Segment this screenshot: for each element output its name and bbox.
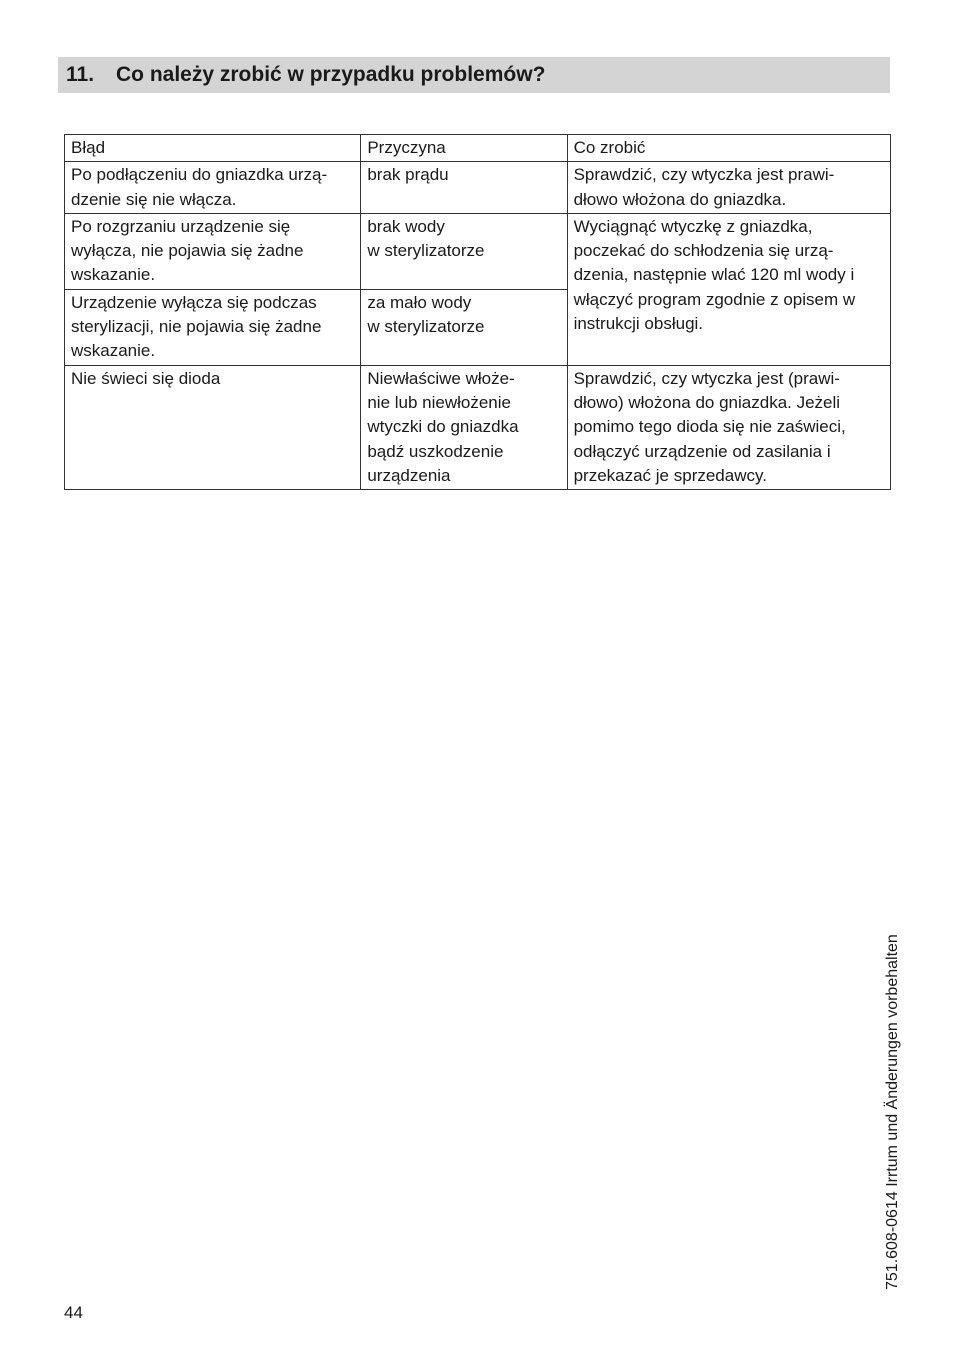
cell-line: przekazać je sprzedawcy.	[573, 465, 767, 485]
cell-line: wyłącza, nie pojawia się żadne	[71, 241, 304, 261]
header-error: Błąd	[65, 135, 361, 162]
cell-line: za mało wody	[367, 292, 472, 312]
cell-line: dzenie się nie włącza.	[71, 189, 237, 209]
cell-line: urządzenia	[367, 465, 451, 485]
section-number: 11.	[66, 63, 95, 86]
cell-line: instrukcji obsługi.	[573, 314, 704, 334]
cell-line: włączyć program zgodnie z opisem w	[573, 289, 856, 309]
cell-line: w sterylizatorze	[367, 317, 485, 337]
cause-cell	[361, 365, 567, 489]
cell-line: nie lub niewłożenie	[367, 392, 511, 412]
cell-line: bądź uszkodzenie	[367, 441, 504, 461]
action-cell	[567, 365, 890, 489]
table-header-row	[65, 135, 891, 162]
action-cell	[567, 213, 890, 365]
table-row	[65, 213, 891, 289]
cell-line: Urządzenie wyłącza się podczas	[71, 292, 317, 312]
cell-line: Niewłaściwe włoże-	[367, 368, 515, 388]
cause-cell	[361, 289, 567, 365]
cell-line: Sprawdzić, czy wtyczka jest (prawi-	[573, 368, 840, 388]
table-row	[65, 365, 891, 489]
error-cell	[65, 162, 361, 214]
cell-line: dzenia, następnie wlać 120 ml wody i	[573, 265, 855, 285]
cell-line: wskazanie.	[71, 265, 156, 285]
cell-line: w sterylizatorze	[367, 241, 485, 261]
cell-line: pomimo tego dioda się nie zaświeci,	[573, 417, 846, 437]
cell-line: poczekać do schłodzenia się urzą-	[573, 241, 834, 261]
error-cell	[65, 365, 361, 489]
cell-line: Nie świeci się dioda	[71, 368, 221, 388]
cell-line: sterylizacji, nie pojawia się żadne	[71, 317, 322, 337]
table-row	[65, 162, 891, 214]
error-cell	[65, 213, 361, 289]
cell-line: brak prądu	[367, 165, 449, 185]
action-cell	[567, 162, 890, 214]
cause-cell	[361, 162, 567, 214]
cell-line: dłowo) włożona do gniazdka. Jeżeli	[573, 392, 841, 412]
header-cause: Przyczyna	[361, 135, 567, 162]
section-heading	[58, 57, 890, 93]
cell-line: dłowo włożona do gniazdka.	[573, 189, 787, 209]
section-title: Co należy zrobić w przypadku problemów?	[116, 63, 546, 86]
cell-line: Po podłączeniu do gniazdka urzą-	[71, 165, 328, 185]
troubleshooting-table	[64, 134, 891, 490]
cell-line: wtyczki do gniazdka	[367, 417, 519, 437]
header-action: Co zrobić	[567, 135, 890, 162]
side-note: 751.608-0614 Irrtum und Änderungen vorbehalten	[884, 934, 901, 1290]
cause-cell	[361, 213, 567, 289]
cell-line: brak wody	[367, 216, 445, 236]
cell-line: wskazanie.	[71, 341, 156, 361]
cell-line: Po rozgrzaniu urządzenie się	[71, 216, 291, 236]
cell-line: odłączyć urządzenie od zasilania i	[573, 441, 831, 461]
error-cell	[65, 289, 361, 365]
cell-line: Wyciągnąć wtyczkę z gniazdka,	[573, 216, 813, 236]
cell-line: Sprawdzić, czy wtyczka jest prawi-	[573, 165, 835, 185]
page-number: 44	[64, 1303, 83, 1322]
